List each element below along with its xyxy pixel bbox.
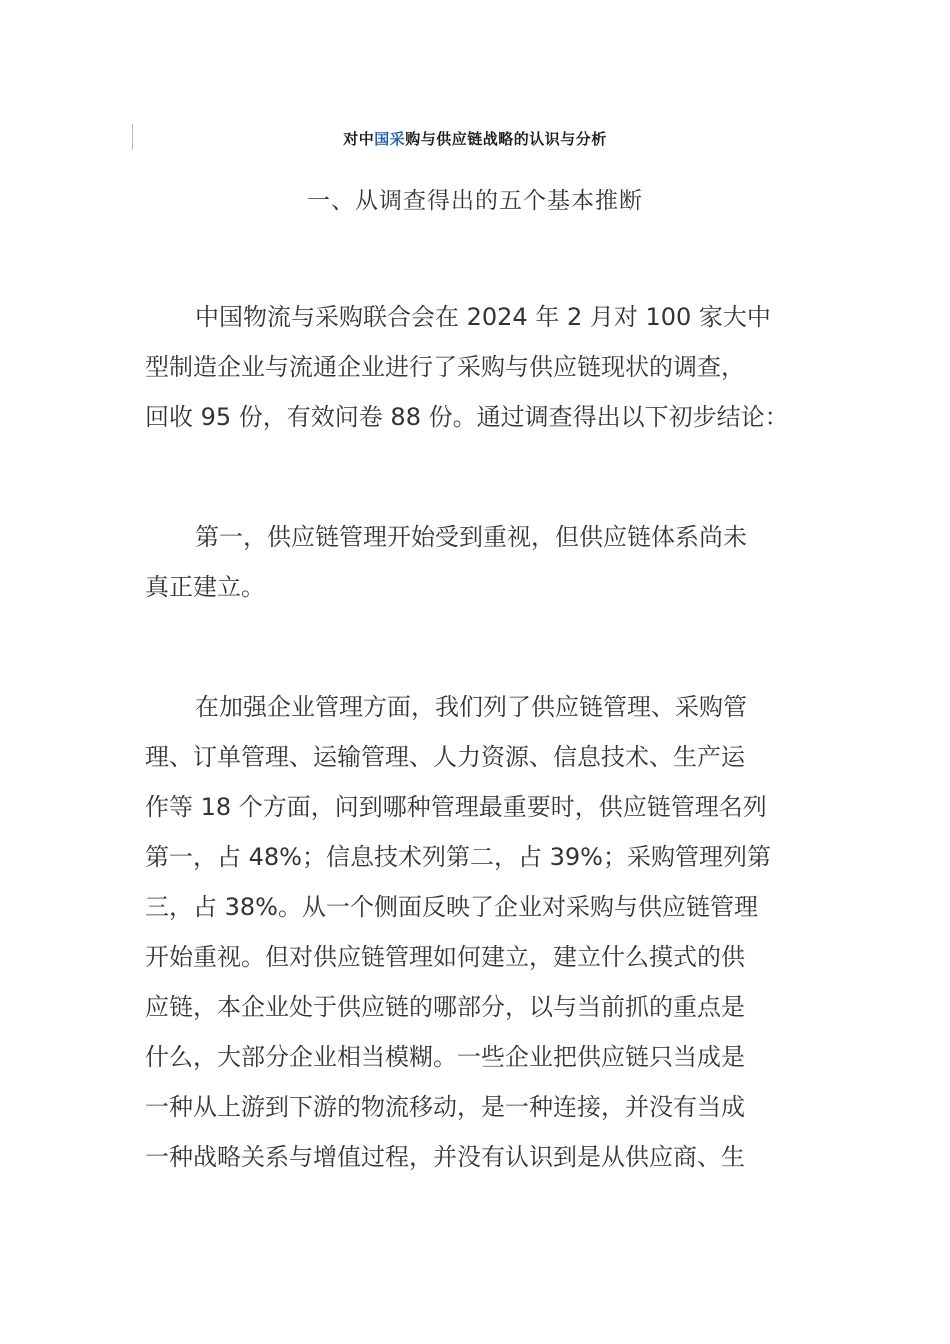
paragraph-line: 在加强企业管理方面，我们列了供应链管理、采购管: [195, 693, 747, 721]
paragraph-survey-intro: [145, 292, 807, 442]
paragraph-line: 一种战略关系与增值过程，并没有认识到是从供应商、生: [145, 1143, 745, 1171]
paragraph-line: 开始重视。但对供应链管理如何建立，建立什么摸式的供: [145, 943, 745, 971]
section-heading: 一、从调查得出的五个基本推断: [307, 188, 643, 214]
document-title: [0, 128, 950, 149]
paragraph-line: 第一，供应链管理开始受到重视，但供应链体系尚未: [195, 523, 747, 551]
paragraph-first-conclusion: [145, 512, 807, 612]
paragraph-line: 理、订单管理、运输管理、人力资源、信息技术、生产运: [145, 743, 745, 771]
paragraph-line: 型制造企业与流通企业进行了采购与供应链现状的调查，: [145, 353, 745, 381]
paragraph-management-analysis: [145, 682, 807, 1182]
title-part-3: 购与供应链战略的认识与分析: [405, 130, 607, 148]
paragraph-line: 一种从上游到下游的物流移动，是一种连接，并没有当成: [145, 1093, 745, 1121]
paragraph-line: 回收 95 份，有效问卷 88 份。通过调查得出以下初步结论：: [145, 403, 789, 431]
title-part-1: 对中: [343, 130, 375, 148]
paragraph-line: 应链，本企业处于供应链的哪部分，以与当前抓的重点是: [145, 993, 745, 1021]
paragraph-line: 三，占 38%。从一个侧面反映了企业对采购与供应链管理: [145, 893, 758, 921]
paragraph-line: 中国物流与采购联合会在 2024 年 2 月对 100 家大中: [195, 303, 771, 331]
paragraph-line: 真正建立。: [145, 573, 265, 601]
paragraph-line: 第一，占 48%；信息技术列第二，占 39%；采购管理列第: [145, 843, 771, 871]
paragraph-line: 什么，大部分企业相当模糊。一些企业把供应链只当成是: [145, 1043, 745, 1071]
paragraph-line: 作等 18 个方面，问到哪种管理最重要时，供应链管理名列: [145, 793, 767, 821]
title-part-2-highlight: 国采: [374, 130, 406, 148]
